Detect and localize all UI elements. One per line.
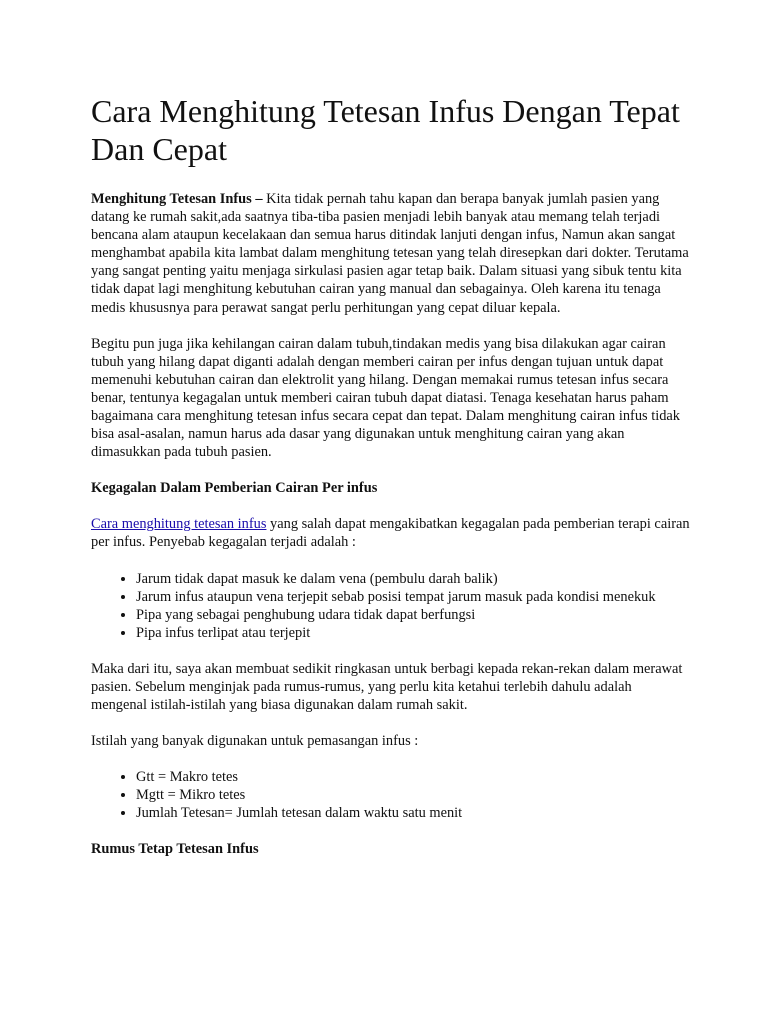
- paragraph-2: Begitu pun juga jika kehilangan cairan dalam tubuh,tindakan medis yang bisa dilakukan agar cairan tubuh yang hilang dapat diganti adalah dengan memberi cairan per infus dengan tujuan untuk dapat memenuhi kebutuhan cairan dan elektrolit yang hilang. Dengan memakai rumus tetesan infus secara benar, tentunya kegagalan untuk memberi cairan tubuh dapat diatasi. Tenaga kesehatan harus paham bagaimana cara menghitung tetesan infus secara cepat dan tepat. Dalam menghitung cairan infus tidak bisa asal-asalan, namun harus ada dasar yang digunakan untuk menghitung cairan yang akan dimasukkan pada tubuh pasien.: [91, 335, 680, 461]
- infus-link[interactable]: Cara menghitung tetesan infus: [91, 516, 267, 533]
- intro-paragraph: [91, 190, 691, 317]
- paragraph-4: Istilah yang banyak digunakan untuk pemasangan infus :: [91, 732, 419, 749]
- paragraph-3: Maka dari itu, saya akan membuat sedikit ringkasan untuk berbagi kepada rekan-rekan dalam merawat pasien. Sebelum menginjak pada rumus-rumus, yang perlu kita ketahui terlebih dahulu adalah mengenal istilah-istilah yang biasa digunakan dalam rumah sakit.: [91, 660, 683, 713]
- article: [91, 92, 691, 876]
- intro-text: Kita tidak pernah tahu kapan dan berapa banyak jumlah pasien yang datang ke rumah sakit,ada saatnya tiba-tiba pasien menjadi lebih banyak atau memang telah terjadi bencana alam ataupun kecelakaan dan semua harus ditindak lanjuti dengan infus, Namun akan sangat menghambat apabila kita lambat dalam menghitung tetesan yang telah diresepkan dari dokter. Terutama yang sangat penting yaitu menjaga sirkulasi pasien agar tetap baik. Dalam situasi yang sibuk tentu kita tidak dapat lagi menghitung kebutuhan cairan yang manual dan sebagainya. Oleh karena itu tenaga medis khususnya para perawat sangat perlu perhitungan yang cepat diluar kepala.: [91, 191, 689, 316]
- page-title: Cara Menghitung Tetesan Infus Dengan Tepat Dan Cepat: [91, 93, 680, 167]
- list-item: • Mgtt = Mikro tetes: [136, 786, 691, 804]
- list-item: • Jumlah Tetesan= Jumlah tetesan dalam waktu satu menit: [136, 804, 691, 822]
- failure-causes-list: [91, 570, 691, 642]
- list-item: • Pipa yang sebagai penghubung udara tidak dapat berfungsi: [136, 606, 691, 624]
- list-item: • Pipa infus terlipat atau terjepit: [136, 624, 691, 642]
- paragraph-link: [91, 515, 691, 551]
- section-heading-rumus: Rumus Tetap Tetesan Infus: [91, 840, 259, 857]
- list-item: • Gtt = Makro tetes: [136, 768, 691, 786]
- intro-lead: Menghitung Tetesan Infus –: [91, 191, 263, 207]
- list-item: • Jarum tidak dapat masuk ke dalam vena (pembulu darah balik): [136, 570, 691, 588]
- terms-list: [91, 768, 691, 822]
- paragraph-link-text: yang salah dapat mengakibatkan kegagalan pada pemberian terapi cairan per infus. Penyebab kegagalan terjadi adalah :: [91, 516, 690, 551]
- list-item: • Jarum infus ataupun vena terjepit sebab posisi tempat jarum masuk pada kondisi menekuk: [136, 588, 691, 606]
- section-heading-kegagalan: Kegagalan Dalam Pemberian Cairan Per infus: [91, 480, 378, 497]
